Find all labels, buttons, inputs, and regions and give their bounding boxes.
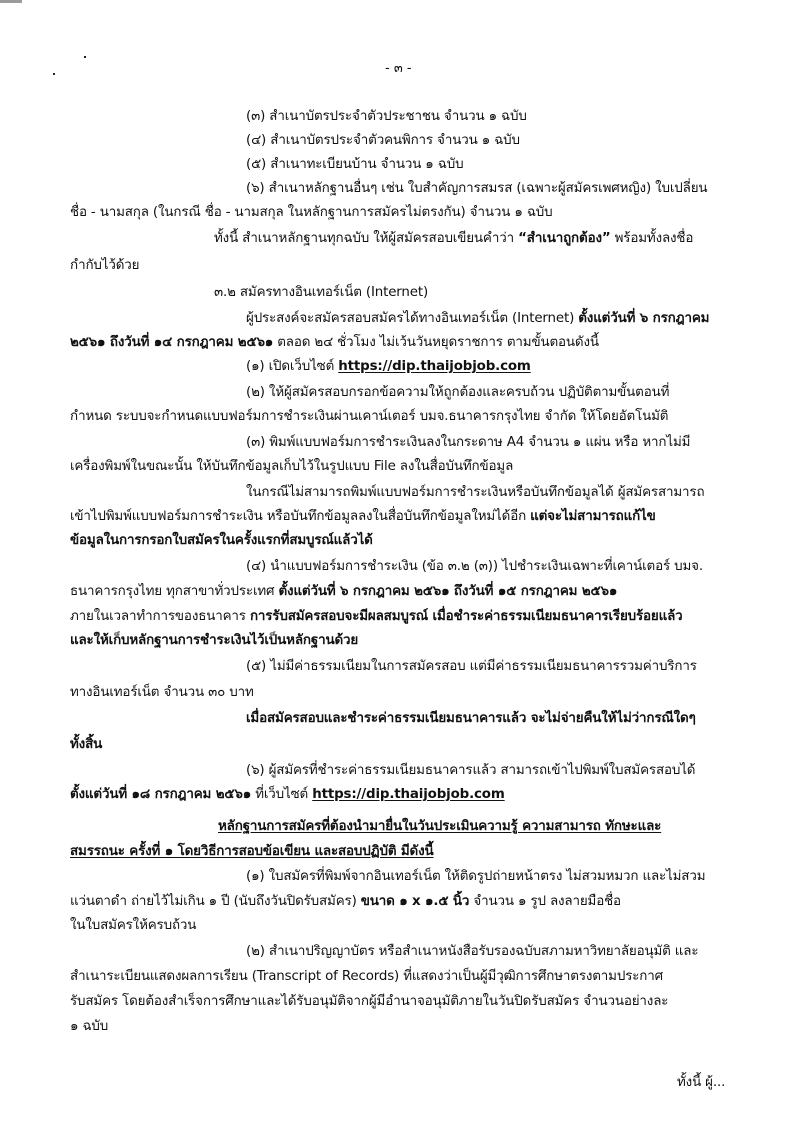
step-4-continuation (70, 583, 617, 601)
evidence-item-2-continuation: รับสมัคร โดยต้องสำเร็จการศึกษาและได้รับอนุมัติจากผู้มีอำนาจอนุมัติภายในวันปิดรับสมัคร จำนวนอย่างละ (70, 994, 669, 1009)
step-2-continuation: กำหนด ระบบจะกำหนดแบบฟอร์มการชำระเงินผ่านเคาน์เตอร์ บมจ.ธนาคารกรุงไทย จำกัด ให้โดยอัตโนมัติ (70, 409, 669, 424)
certify-note (214, 230, 693, 248)
list-item: (๔) สำเนาบัตรประจำตัวคนพิการ จำนวน ๑ ฉบับ (246, 133, 520, 148)
intro-date: ๒๕๖๑ ถึงวันที่ ๑๔ กรกฎาคม ๒๕๖๑ (70, 335, 274, 350)
photo-size: ขนาด ๑ x ๑.๕ นิ้ว (360, 894, 470, 909)
intro-text: ตลอด ๒๔ ชั่วโมง ไม่เว้นวันหยุดราชการ ตามขั้นตอนดังนี้ (273, 335, 599, 350)
step-3-note-continuation (70, 508, 656, 526)
certify-note-continuation: กำกับไว้ด้วย (70, 258, 140, 273)
page-continuation: ทั้งนี้ ผู้... (677, 1075, 726, 1090)
evidence-item-1: (๑) ใบสมัครที่พิมพ์จากอินเทอร์เน็ต ให้ติดรูปถ่ายหน้าตรง ไม่สวมหมวก และไม่สวม (246, 869, 706, 884)
list-item: (๖) สำเนาหลักฐานอื่นๆ เช่น ใบสำคัญการสมรส (เฉพาะผู้สมัครเพศหญิง) ใบเปลี่ยน (246, 181, 708, 196)
step-text: ภายในเวลาทำการของธนาคาร (70, 609, 250, 624)
page-number: - ๓ - (385, 61, 412, 76)
refund-note-continuation: ทั้งสิ้น (70, 737, 103, 752)
evidence-heading: หลักฐานการสมัครที่ต้องนำมายื่นในวันประเมินความรู้ ความสามารถ ทักษะและ (218, 819, 662, 834)
list-item: (๓) สำเนาบัตรประจำตัวประชาชน จำนวน ๑ ฉบับ (246, 109, 527, 124)
note-text: เข้าไปพิมพ์แบบฟอร์มการชำระเงิน หรือบันทึกข้อมูลลงในสื่อบันทึกข้อมูลใหม่ได้อีก (70, 509, 531, 524)
evidence-item-2-continuation: ๑ ฉบับ (70, 1019, 109, 1034)
step-5-continuation: ทางอินเทอร์เน็ต จำนวน ๓๐ บาท (70, 685, 254, 700)
evidence-heading-continuation: สมรรถนะ ครั้งที่ ๑ โดยวิธีการสอบข้อเขียน และสอบปฏิบัติ มีดังนี้ (70, 844, 434, 859)
step-text: ธนาคารกรุงไทย ทุกสาขาทั่วประเทศ (70, 584, 279, 599)
scan-dot (84, 56, 86, 58)
note-warning: แต่จะไม่สามารถแก้ไข (530, 509, 656, 524)
evidence-item-2-continuation: สำเนาระเบียนแสดงผลการเรียน (Transcript of Records) ที่แสดงว่าเป็นผู้มีวุฒิการศึกษาตรงตามประกาศ (70, 969, 663, 984)
intro-paragraph-continuation (70, 334, 599, 352)
step-2: (๒) ให้ผู้สมัครสอบกรอกข้อความให้ถูกต้องและครบถ้วน ปฏิบัติตามขั้นตอนที่ (246, 385, 670, 400)
step-3: (๓) พิมพ์แบบฟอร์มการชำระเงินลงในกระดาษ A4 จำนวน ๑ แผ่น หรือ หากไม่มี (246, 435, 691, 450)
intro-text: ผู้ประสงค์จะสมัครสอบสมัครได้ทางอินเทอร์เน็ต (Internet) (246, 311, 579, 326)
step-text: ที่เว็บไซต์ (251, 787, 313, 802)
note-warning-continuation: ข้อมูลในการกรอกใบสมัครในครั้งแรกที่สมบูรณ์แล้วได้ (70, 533, 373, 548)
item-text: แว่นตาดำ ถ่ายไว้ไม่เกิน ๑ ปี (นับถึงวันปิดรับสมัคร) (70, 894, 361, 909)
intro-date: ตั้งแต่วันที่ ๖ กรกฎาคม (578, 311, 710, 326)
step-text: (๑) เปิดเว็บไซต์ (246, 359, 339, 374)
step-3-note: ในกรณีไม่สามารถพิมพ์แบบฟอร์มการชำระเงินหรือบันทึกข้อมูลได้ ผู้สมัครสามารถ (246, 485, 705, 500)
step-5: (๕) ไม่มีค่าธรรมเนียมในการสมัครสอบ แต่มีค่าธรรมเนียมธนาคารรวมค่าบริการ (246, 659, 697, 674)
scan-dot (53, 73, 55, 75)
print-date: ตั้งแต่วันที่ ๑๘ กรกฎาคม ๒๕๖๑ (70, 787, 252, 802)
completion-note: การรับสมัครสอบจะมีผลสมบูรณ์ เมื่อชำระค่าธรรมเนียมธนาคารเรียบร้อยแล้ว (249, 609, 683, 624)
step-6: (๖) ผู้สมัครที่ชำระค่าธรรมเนียมธนาคารแล้ว สามารถเข้าไปพิมพ์ใบสมัครสอบได้ (246, 763, 696, 778)
certify-note-text: ทั้งนี้ สำเนาหลักฐานทุกฉบับ ให้ผู้สมัครสอบเขียนคำว่า (214, 231, 519, 246)
evidence-item-2: (๒) สำเนาปริญญาบัตร หรือสำเนาหนังสือรับรองฉบับสภามหาวิทยาลัยอนุมัติ และ (246, 944, 699, 959)
section-heading: ๓.๒ สมัครทางอินเทอร์เน็ต (Internet) (214, 285, 429, 300)
evidence-item-1-continuation (70, 893, 621, 911)
intro-paragraph (246, 310, 709, 328)
step-4: (๔) นำแบบฟอร์มการชำระเงิน (ข้อ ๓.๒ (๓)) ไปชำระเงินเฉพาะที่เคาน์เตอร์ บมจ. (246, 559, 703, 574)
refund-note: เมื่อสมัครสอบและชำระค่าธรรมเนียมธนาคารแล้ว จะไม่จ่ายคืนให้ไม่ว่ากรณีใดๆ (246, 711, 696, 726)
list-item-continuation: ชื่อ - นามสกุล (ในกรณี ชื่อ - นามสกุล ในหลักฐานการสมัครไม่ตรงกัน) จำนวน ๑ ฉบับ (70, 205, 553, 220)
item-text: จำนวน ๑ รูป ลงลายมือชื่อ (469, 894, 621, 909)
list-item: (๕) สำเนาทะเบียนบ้าน จำนวน ๑ ฉบับ (246, 157, 464, 172)
step-1 (246, 358, 531, 376)
step-6-continuation (70, 786, 505, 804)
step-3-continuation: เครื่องพิมพ์ในขณะนั้น ให้บันทึกข้อมูลเก็บไว้ในรูปแบบ File ลงในสื่อบันทึกข้อมูล (70, 459, 514, 474)
website-link[interactable]: https://dip.thaijobjob.com (338, 359, 531, 374)
payment-dates: ตั้งแต่วันที่ ๖ กรกฎาคม ๒๕๖๑ ถึงวันที่ ๑๕ กรกฎาคม ๒๕๖๑ (278, 584, 618, 599)
evidence-item-1-continuation: ในใบสมัครให้ครบถ้วน (70, 918, 197, 933)
certify-phrase: “สำเนาถูกต้อง” (518, 231, 611, 246)
completion-note-continuation: และให้เก็บหลักฐานการชำระเงินไว้เป็นหลักฐานด้วย (70, 633, 359, 648)
scan-artifact (0, 0, 22, 3)
step-4-continuation (70, 608, 683, 626)
certify-note-text: พร้อมทั้งลงชื่อ (610, 231, 694, 246)
website-link[interactable]: https://dip.thaijobjob.com (312, 787, 505, 802)
